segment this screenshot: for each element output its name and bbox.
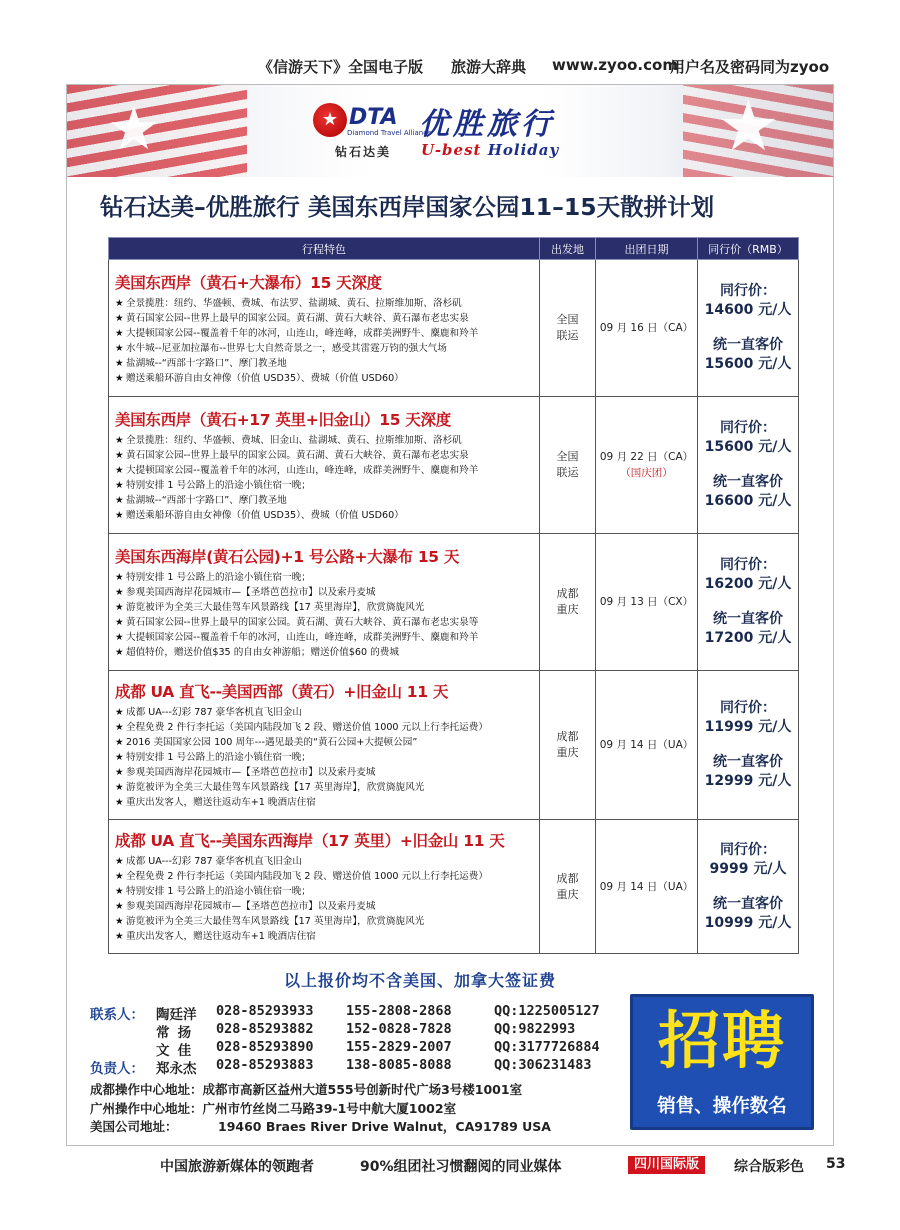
table-row (109, 260, 799, 397)
date-cell (596, 260, 698, 397)
star-bullet-icon: ★ (115, 722, 124, 733)
feature-item (115, 884, 539, 899)
table-header-row (109, 238, 799, 260)
star-bullet-icon: ★ (115, 752, 124, 763)
dta-chinese-name: 钻石达美 (335, 145, 392, 159)
feature-text: 黄石国家公园--世界上最早的国家公园。黄石湖、黄石大峡谷、黄石瀑布老忠实泉 (126, 312, 469, 324)
feature-text: 特别安排 1 号公路上的沿途小镇住宿一晚； (126, 571, 311, 583)
departure-date: 09 月 14 日（UA） (599, 880, 694, 893)
feature-text: 特别安排 1 号公路上的沿途小镇住宿一晚； (126, 479, 311, 491)
star-bullet-icon: ★ (115, 901, 124, 912)
star-bullet-icon: ★ (115, 931, 124, 942)
feature-item (115, 508, 539, 523)
header-date: 出团日期 (596, 238, 698, 260)
visa-note: 以上报价均不含美国、加拿大签证费 (284, 971, 557, 990)
peer-price-label: 同行价： (720, 841, 776, 858)
brand-chinese-name: 优胜旅行 (419, 107, 555, 142)
contact-qq: QQ:306231483 (494, 1057, 592, 1073)
feature-text: 游览被评为全美三大最佳驾车风景路线【17 英里海岸】，欣赏旖旎风光 (126, 916, 425, 927)
peer-price-label: 同行价： (720, 420, 776, 436)
star-bullet-icon: ★ (115, 586, 124, 598)
edition-badge: 四川国际版 (628, 1156, 705, 1174)
recruitment-positions: 销售、操作数名 (657, 1096, 787, 1117)
retail-price: 17200 元/人 (704, 630, 792, 646)
itinerary-table (108, 237, 799, 954)
magazine-title: 《信游天下》全国电子版 (258, 58, 424, 76)
route-title: 美国东西岸（黄石+17 英里+旧金山）15 天深度 (115, 410, 451, 429)
date-cell (596, 671, 698, 820)
feature-text: 全程免费 2 件行李托运（美国内陆段加飞 2 段、赠送价值 1000 元以上行李托运费） (126, 722, 488, 733)
retail-price-label: 统一直客价 (713, 754, 783, 770)
departure-cell (540, 671, 596, 820)
retail-price-label: 统一直客价 (713, 474, 783, 490)
feature-text: 全景揽胜：纽约、华盛顿、费城、布法罗、盐湖城、黄石、拉斯维加斯、洛杉矶 (126, 297, 462, 309)
feature-item (115, 600, 539, 615)
route-title: 美国东西海岸(黄石公园)+1 号公路+大瀑布 15 天 (115, 547, 460, 566)
route-title: 美国东西岸（黄石+大瀑布）15 天深度 (115, 273, 382, 292)
contact-mobile[interactable]: 155-2829-2007 (346, 1039, 452, 1055)
recruitment-title: 招聘 (657, 1004, 786, 1077)
price-cell (698, 671, 799, 820)
feature-item (115, 929, 539, 944)
contact-name: 常 扬 (156, 1025, 192, 1041)
peer-price: 14600 元/人 (704, 302, 792, 318)
retail-price: 12999 元/人 (704, 773, 792, 789)
star-bullet-icon: ★ (115, 782, 124, 793)
brand-en-part-2: Holiday (487, 141, 560, 159)
peer-price: 16200 元/人 (704, 576, 792, 592)
feature-item (115, 750, 539, 765)
feature-text: 大提顿国家公园--覆盖着千年的冰河，山连山，峰连峰，成群美洲野牛、麋鹿和羚羊 (126, 631, 479, 643)
header-departure: 出发地 (540, 238, 596, 260)
star-bullet-icon: ★ (115, 631, 124, 643)
feature-item (115, 478, 539, 493)
retail-price-label: 统一直客价 (713, 611, 783, 627)
departure-cell (540, 820, 596, 954)
star-bullet-icon: ★ (115, 297, 124, 309)
peer-price-label: 同行价： (720, 700, 776, 716)
departure-city: 成都 (556, 730, 579, 743)
retail-price: 16600 元/人 (704, 493, 792, 509)
top-header (0, 54, 900, 80)
star-bullet-icon: ★ (115, 357, 124, 369)
date-cell (596, 397, 698, 534)
star-bullet-icon: ★ (115, 886, 124, 897)
feature-text: 赠送乘船环游自由女神像（价值 USD35）、费城（价值 USD60） (126, 509, 404, 521)
feature-item (115, 570, 539, 585)
retail-price: 15600 元/人 (704, 356, 792, 372)
dictionary-label: 旅游大辞典 (451, 58, 527, 76)
feature-text: 参观美国西海岸花园城市—【圣塔芭芭拉市】以及索丹麦城 (126, 901, 376, 912)
peer-price-label: 同行价： (720, 283, 776, 299)
feature-item (115, 765, 539, 780)
peer-price-label: 同行价： (720, 557, 776, 573)
star-bullet-icon: ★ (115, 342, 124, 354)
contact-mobile[interactable]: 138-8085-8088 (346, 1057, 452, 1073)
row-description (109, 820, 540, 954)
feature-text: 2016 美国国家公园 100 周年---遇见最美的“黄石公园+大提顿公园” (126, 737, 418, 748)
dta-logo-text: DTA (349, 105, 398, 130)
feature-text: 超值特价，赠送价值$35 的自由女神游船；赠送价值$60 的费城 (126, 646, 399, 658)
feature-text: 游览被评为全美三大最佳驾车风景路线【17 英里海岸】，欣赏旖旎风光 (126, 601, 425, 613)
departure-date: 09 月 16 日（CA） (599, 322, 694, 334)
peer-price: 15600 元/人 (704, 439, 792, 455)
feature-item (115, 735, 539, 750)
feature-text: 参观美国西海岸花园城市—【圣塔芭芭拉市】以及索丹麦城 (126, 767, 376, 778)
departure-cell (540, 534, 596, 671)
feature-item (115, 296, 539, 311)
feature-text: 盐湖城--“西部十字路口”、摩门教圣地 (126, 357, 287, 369)
departure-city: 全国 (556, 450, 579, 463)
retail-price-label: 统一直客价 (713, 895, 783, 912)
footer-slogan-2: 90%组团社习惯翻阅的同业媒体 (360, 1159, 562, 1175)
date-note: （国庆团） (620, 467, 673, 479)
peer-price: 9999 元/人 (709, 860, 787, 877)
departure-city: 全国 (556, 313, 579, 326)
feature-text: 全程免费 2 件行李托运（美国内陆段加飞 2 段、赠送价值 1000 元以上行李托运费） (126, 871, 488, 882)
manager-label: 负责人： (90, 1061, 144, 1077)
departure-cell (540, 260, 596, 397)
departure-cell (540, 397, 596, 534)
feature-text: 特别安排 1 号公路上的沿途小镇住宿一晚； (126, 752, 311, 763)
price-cell (698, 397, 799, 534)
star-bullet-icon: ★ (115, 509, 124, 521)
contact-name: 陶廷洋 (156, 1007, 197, 1023)
feature-item (115, 914, 539, 929)
retail-price: 10999 元/人 (704, 914, 792, 931)
row-description (109, 397, 540, 534)
contact-phone[interactable]: 028-85293933 (216, 1003, 314, 1019)
contact-qq: QQ:1225005127 (494, 1003, 600, 1019)
feature-item (115, 341, 539, 356)
row-description (109, 671, 540, 820)
feature-text: 大提顿国家公园--覆盖着千年的冰河，山连山，峰连峰，成群美洲野牛、麋鹿和羚羊 (126, 464, 479, 476)
brand-logo (307, 97, 607, 167)
feature-item (115, 356, 539, 371)
feature-item (115, 493, 539, 508)
star-bullet-icon: ★ (115, 737, 124, 748)
feature-text: 黄石国家公园--世界上最早的国家公园。黄石湖、黄石大峡谷、黄石瀑布老忠实泉等 (126, 616, 479, 628)
feature-item (115, 899, 539, 914)
feature-text: 盐湖城--“西部十字路口”、摩门教圣地 (126, 494, 287, 506)
star-bullet-icon: ★ (115, 479, 124, 491)
site-link[interactable]: www.zyoo.com (552, 56, 678, 74)
star-bullet-icon: ★ (115, 571, 124, 583)
address-guangzhou: 广州操作中心地址：广州市竹丝岗二马路39-1号中航大厦1002室 (90, 1101, 457, 1116)
feature-text: 游览被评为全美三大最佳驾车风景路线【17 英里海岸】，欣赏旖旎风光 (126, 782, 425, 793)
route-title: 成都 UA 直飞--美国东西海岸（17 英里）+旧金山 11 天 (115, 832, 505, 850)
feature-item (115, 720, 539, 735)
star-bullet-icon: ★ (115, 871, 124, 882)
feature-item (115, 311, 539, 326)
feature-item (115, 448, 539, 463)
price-cell (698, 534, 799, 671)
dta-subtitle: Diamond Travel Alliance (347, 129, 432, 137)
price-cell (698, 260, 799, 397)
header-price: 同行价（RMB） (698, 238, 799, 260)
star-icon: ★ (717, 85, 780, 167)
feature-item (115, 326, 539, 341)
departure-city: 重庆 (556, 603, 579, 616)
feature-item (115, 705, 539, 720)
feature-item (115, 615, 539, 630)
price-cell (698, 820, 799, 954)
feature-item (115, 795, 539, 810)
contact-phone[interactable]: 028-85293890 (216, 1039, 314, 1055)
contact-mobile[interactable]: 155-2808-2868 (346, 1003, 452, 1019)
departure-city: 成都 (556, 871, 579, 885)
address-chengdu: 成都操作中心地址：成都市高新区益州大道555号创新时代广场3号楼1001室 (90, 1082, 523, 1097)
page-footer (0, 1154, 900, 1176)
brand-banner (67, 85, 833, 177)
star-bullet-icon: ★ (115, 464, 124, 476)
retail-price-label: 统一直客价 (713, 337, 783, 353)
feature-item (115, 854, 539, 869)
feature-text: 全景揽胜：纽约、华盛顿、费城、旧金山、盐湖城、黄石、拉斯维加斯、洛杉矶 (126, 434, 462, 446)
recruitment-badge (630, 994, 814, 1130)
star-bullet-icon: ★ (115, 646, 124, 658)
contact-label: 联系人： (90, 1007, 144, 1023)
footer-slogan-1: 中国旅游新媒体的领跑者 (160, 1159, 314, 1175)
feature-text: 重庆出发客人，赠送往返动车+1 晚酒店住宿 (126, 931, 316, 942)
feature-text: 大提顿国家公园--覆盖着千年的冰河，山连山，峰连峰，成群美洲野牛、麋鹿和羚羊 (126, 327, 479, 339)
feature-text: 特别安排 1 号公路上的沿途小镇住宿一晚； (126, 886, 311, 897)
star-bullet-icon: ★ (115, 707, 124, 718)
dta-star-icon: ★ (313, 103, 347, 137)
brand-en-part-1: U-best (421, 141, 482, 159)
table-row (109, 671, 799, 820)
feature-text: 成都 UA---幻彩 787 豪华客机直飞旧金山 (126, 856, 302, 867)
star-bullet-icon: ★ (115, 434, 124, 446)
contact-name: 文 佳 (156, 1043, 192, 1059)
contact-qq: QQ:3177726884 (494, 1039, 600, 1055)
star-bullet-icon: ★ (115, 372, 124, 384)
section-label: 综合版彩色 (734, 1159, 804, 1175)
feature-text: 黄石国家公园--世界上最早的国家公园。黄石湖、黄石大峡谷、黄石瀑布老忠实泉 (126, 449, 469, 461)
feature-item (115, 645, 539, 660)
departure-city: 联运 (556, 466, 579, 479)
date-cell (596, 820, 698, 954)
departure-date: 09 月 14 日（UA） (599, 739, 694, 751)
feature-text: 水牛城--尼亚加拉瀑布--世界七大自然奇景之一，感受其雷霆万钧的强大气场 (126, 342, 447, 354)
departure-date: 09 月 22 日（CA） (599, 451, 694, 463)
row-description (109, 260, 540, 397)
star-bullet-icon: ★ (115, 494, 124, 506)
feature-text: 赠送乘船环游自由女神像（价值 USD35）、费城（价值 USD60） (126, 372, 404, 384)
departure-city: 成都 (556, 587, 579, 600)
feature-text: 成都 UA---幻彩 787 豪华客机直飞旧金山 (126, 707, 302, 718)
contact-qq: QQ:9822993 (494, 1021, 576, 1037)
contact-phone[interactable]: 028-85293882 (216, 1021, 314, 1037)
peer-price: 11999 元/人 (704, 719, 792, 735)
row-description (109, 534, 540, 671)
page-number: 53 (826, 1156, 846, 1172)
feature-item (115, 630, 539, 645)
feature-item (115, 585, 539, 600)
address-us-label: 美国公司地址： (90, 1119, 178, 1134)
feature-item (115, 869, 539, 884)
header-features: 行程特色 (109, 238, 540, 260)
route-title: 成都 UA 直飞--美国西部（黄石）+旧金山 11 天 (115, 683, 449, 701)
feature-item (115, 433, 539, 448)
departure-city: 联运 (556, 329, 579, 342)
star-bullet-icon: ★ (115, 856, 124, 867)
page-headline: 钻石达美–优胜旅行 美国东西岸国家公园11–15天散拼计划 (100, 193, 715, 221)
feature-text: 重庆出发客人，赠送往返动车+1 晚酒店住宿 (126, 797, 316, 808)
feature-item (115, 371, 539, 386)
table-row (109, 820, 799, 954)
login-hint: 用户名及密码同为zyoo (670, 58, 830, 76)
star-bullet-icon: ★ (115, 601, 124, 613)
star-bullet-icon: ★ (115, 797, 124, 808)
feature-item (115, 780, 539, 795)
star-bullet-icon: ★ (115, 327, 124, 339)
departure-city: 重庆 (556, 746, 579, 759)
table-row (109, 397, 799, 534)
table-row (109, 534, 799, 671)
address-us: 19460 Braes River Drive Walnut，CA91789 USA (218, 1119, 551, 1134)
feature-text: 参观美国西海岸花园城市—【圣塔芭芭拉市】以及索丹麦城 (126, 586, 376, 598)
feature-item (115, 463, 539, 478)
star-bullet-icon: ★ (115, 449, 124, 461)
itinerary-body (109, 260, 799, 954)
contact-name: 郑永杰 (156, 1061, 197, 1077)
departure-city: 重庆 (556, 887, 579, 901)
star-icon: ★ (107, 94, 161, 164)
date-cell (596, 534, 698, 671)
star-bullet-icon: ★ (115, 616, 124, 628)
brand-english-name (421, 141, 559, 159)
star-bullet-icon: ★ (115, 767, 124, 778)
departure-date: 09 月 13 日（CX） (599, 596, 694, 608)
contact-phone[interactable]: 028-85293883 (216, 1057, 314, 1073)
star-bullet-icon: ★ (115, 916, 124, 927)
star-bullet-icon: ★ (115, 312, 124, 324)
contact-mobile[interactable]: 152-0828-7828 (346, 1021, 452, 1037)
